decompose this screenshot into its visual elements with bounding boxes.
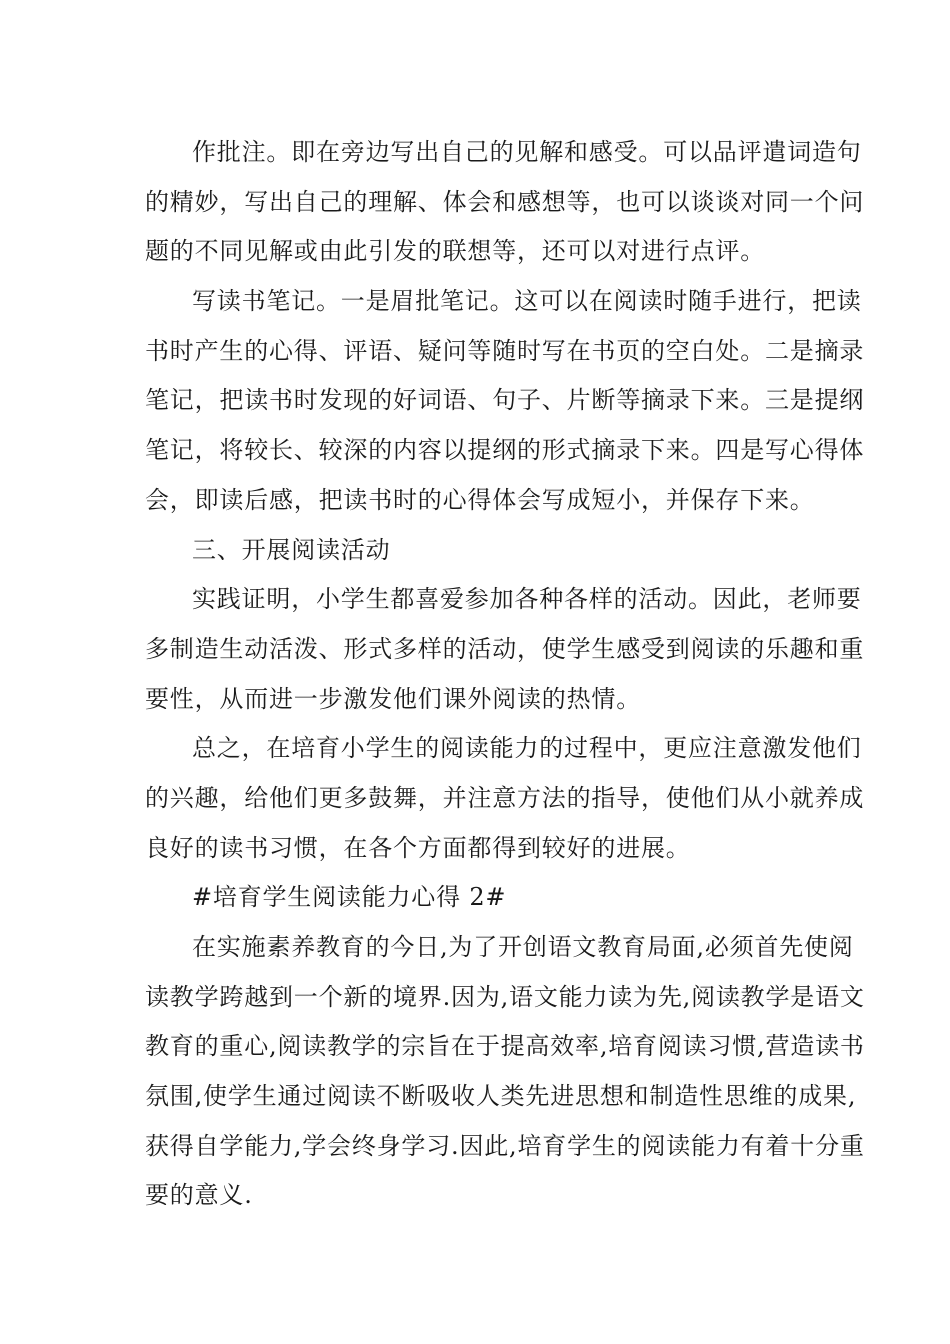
- text-line: 作批注。即在旁边写出自己的见解和感受。可以品评遣词造句: [192, 138, 862, 166]
- text-line: 要性，从而进一步激发他们课外阅读的热情。: [145, 684, 641, 713]
- article-title: #培育学生阅读能力心得 2#: [192, 883, 507, 912]
- text-line: 在实施素养教育的今日,为了开创语文教育局面,必须首先使阅: [192, 933, 854, 961]
- text-line: 良好的读书习惯，在各个方面都得到较好的进展。: [145, 833, 691, 862]
- text-line: 要的意义.: [145, 1181, 253, 1210]
- text-line: 读教学跨越到一个新的境界.因为,语文能力读为先,阅读教学是语文: [145, 982, 865, 1011]
- text-line: 总之，在培育小学生的阅读能力的过程中，更应注意激发他们: [192, 734, 862, 763]
- text-line: 的精妙，写出自己的理解、体会和感想等，也可以谈谈对同一个问: [145, 187, 865, 216]
- text-line: 氛围,使学生通过阅读不断吸收人类先进思想和制造性思维的成果,: [145, 1082, 857, 1111]
- text-line: 获得自学能力,学会终身学习.因此,培育学生的阅读能力有着十分重: [145, 1131, 865, 1160]
- text-line: 实践证明，小学生都喜爱参加各种各样的活动。因此，老师要: [192, 585, 862, 614]
- text-line: 写读书笔记。一是眉批笔记。这可以在阅读时随手进行，把读: [192, 287, 862, 316]
- text-line: 的兴趣，给他们更多鼓舞，并注意方法的指导，使他们从小就养成: [145, 783, 865, 812]
- section-heading: 三、开展阅读活动: [192, 535, 391, 564]
- text-line: 多制造生动活泼、形式多样的活动，使学生感受到阅读的乐趣和重: [145, 634, 865, 663]
- text-line: 笔记，把读书时发现的好词语、句子、片断等摘录下来。三是提纲: [145, 386, 865, 415]
- text-line: 题的不同见解或由此引发的联想等，还可以对进行点评。: [145, 237, 765, 266]
- text-line: 会，即读后感，把读书时的心得体会写成短小，并保存下来。: [145, 485, 815, 514]
- text-line: 教育的重心,阅读教学的宗旨在于提高效率,培育阅读习惯,营造读书: [145, 1032, 865, 1061]
- text-line: 书时产生的心得、评语、疑问等随时写在书页的空白处。二是摘录: [145, 336, 865, 365]
- document-body: [145, 128, 865, 1221]
- text-line: 笔记，将较长、较深的内容以提纲的形式摘录下来。四是写心得体: [145, 436, 865, 465]
